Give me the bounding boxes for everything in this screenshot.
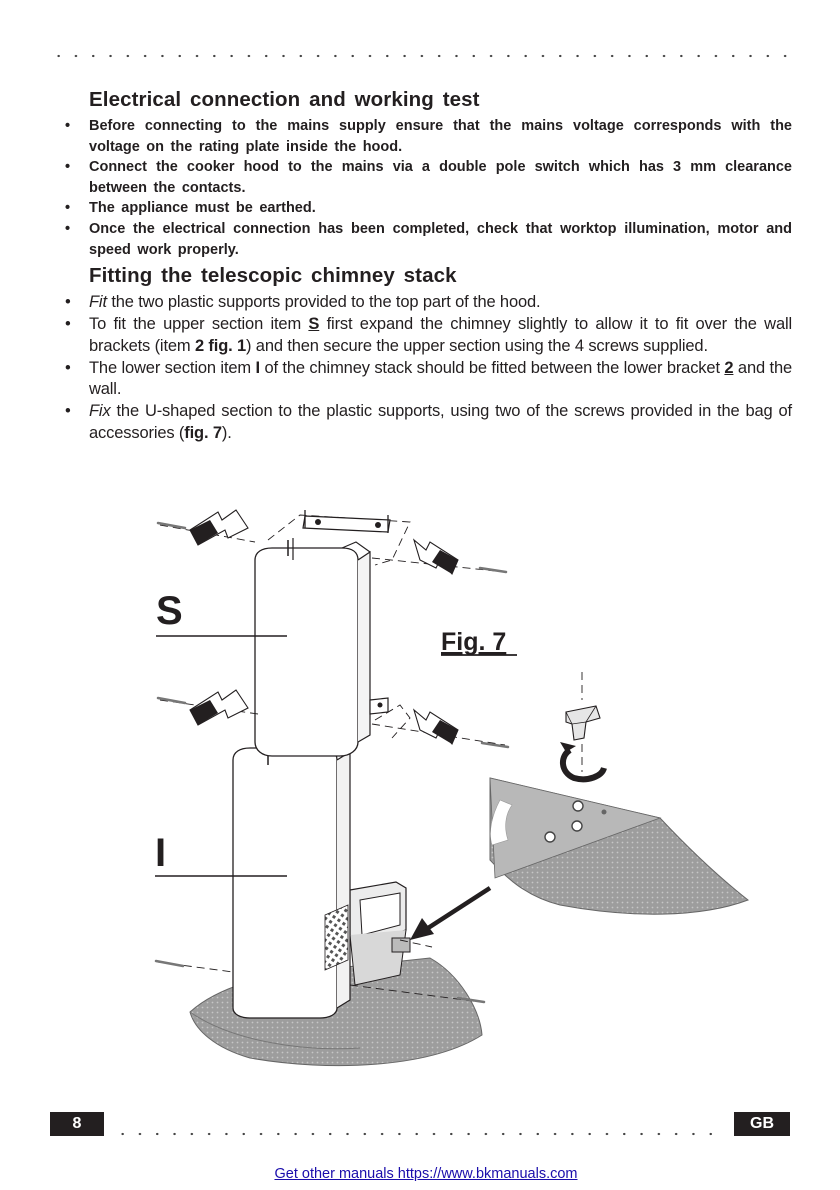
list-item: • Before connecting to the mains supply ensure that the mains voltage corresponds with the voltage on the rating plate inside the hood. [65,118,792,155]
list-item: • Fit the two plastic supports provided to the top part of the hood. [65,293,541,312]
label-upper-section: S [156,589,183,633]
side-bracket [370,698,388,714]
list-item: • Connect the cooker hood to the mains via a double pole switch which has 3 mm clearance between the contacts. [65,159,792,196]
page-number: 8 [50,1112,104,1136]
motor-housing [350,882,410,985]
plastic-support-detail [560,706,604,779]
footer-manuals-link[interactable]: Get other manuals https://www.bkmanuals.com [274,1166,578,1182]
page-content [62,88,792,445]
upper-chimney-section [255,538,370,756]
list-item: • Once the electrical connection has been completed, check that worktop illumination, motor and speed work properly. [65,220,792,258]
lower-chimney-section [233,742,350,1018]
detail-hood-corner [490,778,748,914]
list-item: • The lower section item I of the chimney stack should be fitted between the lower bracket 2 and the wall. [65,358,793,399]
top-dotted-rule [50,54,792,58]
list-item: • Fix the U-shaped section to the plastic supports, using two of the screws provided in the bag of accessories (fig. 7). [65,402,792,442]
bottom-dotted-rule [114,1132,726,1136]
list-item: • The appliance must be earthed. [65,200,316,217]
section-title-electrical: Electrical connection and working test [89,88,480,111]
pointer-arrow [410,888,490,940]
electrical-bullet-list [62,116,792,260]
language-tag: GB [734,1112,790,1136]
figure-caption: Fig. 7 [441,628,507,656]
chimney-bullet-list [62,292,792,445]
list-item: • To fit the upper section item S first expand the chimney slightly to allow it to fit over the wall brackets (item 2 fig. 1) and then secure the upper section using the 4 screws supplied. [65,314,793,355]
label-lower-section: I [155,831,167,875]
section-title-chimney: Fitting the telescopic chimney stack [89,264,457,288]
top-bracket [303,510,390,533]
chimney-assembly-illustration [140,500,800,1090]
